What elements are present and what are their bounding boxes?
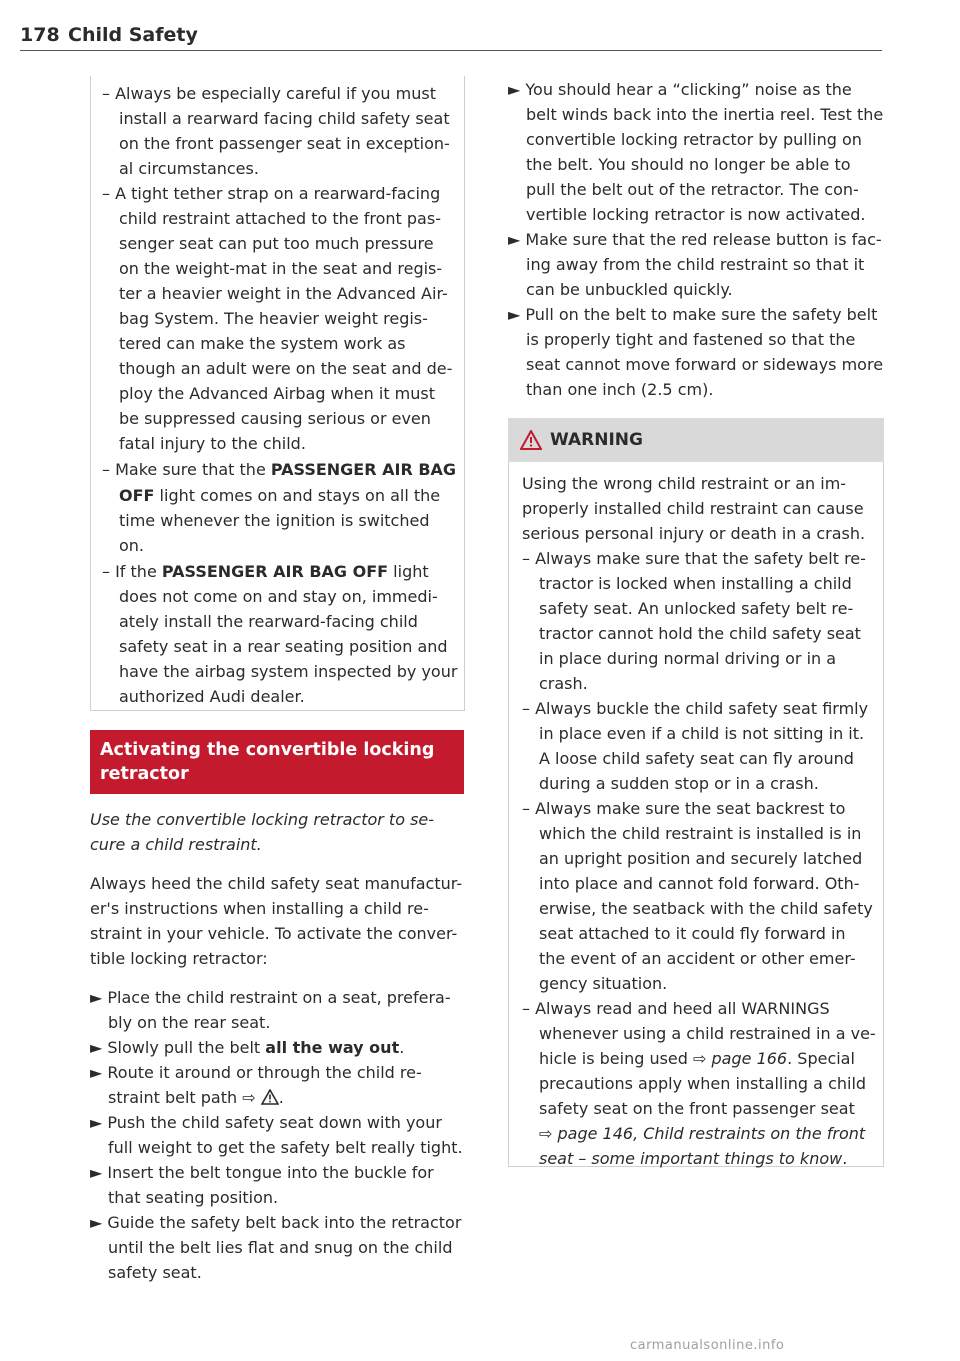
note-line: time whenever the ignition is switched (119, 511, 430, 530)
step-line: than one inch (2.5 cm). (526, 380, 714, 399)
warning-header (508, 418, 884, 462)
step-line: ► Push the child safety seat down with your (90, 1113, 442, 1132)
step-line: ► You should hear a “clicking” noise as the (508, 80, 852, 99)
note-line: ploy the Advanced Airbag when it must (119, 384, 436, 403)
warning-line: seat attached to it could fly forward in (539, 924, 846, 943)
note-line: on the front passenger seat in exception- (119, 134, 450, 153)
step-line: seat cannot move forward or sideways more (526, 355, 884, 374)
note-line: fatal injury to the child. (119, 434, 306, 453)
note-line: – Make sure that the PASSENGER AIR BAG (102, 460, 457, 479)
note-line: – Always be especially careful if you must (102, 84, 436, 103)
warning-line: Using the wrong child restraint or an im- (522, 474, 847, 493)
warning-line: serious personal injury or death in a crash. (522, 524, 866, 543)
step-line: ► Route it around or through the child re- (90, 1063, 422, 1082)
step-line: is properly tight and fastened so that the (526, 330, 856, 349)
section-heading-line: Activating the convertible locking (100, 740, 435, 760)
warning-triangle-icon (261, 1089, 279, 1105)
step-line: safety seat. (108, 1263, 202, 1282)
warning-line: tractor is locked when installing a child (539, 574, 852, 593)
warning-line: whenever using a child restrained in a ve- (539, 1024, 876, 1043)
step-line: belt winds back into the inertia reel. Test the (526, 105, 884, 124)
warning-line: crash. (539, 674, 588, 693)
step-line: ► Guide the safety belt back into the retractor (90, 1213, 462, 1232)
body-line: er's instructions when installing a child re- (90, 899, 429, 918)
note-line: have the airbag system inspected by your (119, 662, 458, 681)
warning-line: hicle is being used ⇨ page 166. Special (539, 1049, 855, 1068)
warning-line: – Always make sure that the safety belt re- (522, 549, 866, 568)
page-number: 178 (20, 24, 60, 46)
warning-line: erwise, the seatback with the child safety (539, 899, 873, 918)
note-line: – A tight tether strap on a rearward-facing (102, 184, 441, 203)
section-intro: Use the convertible locking retractor to se- (90, 810, 435, 829)
warning-line: the event of an accident or other emer- (539, 949, 856, 968)
step-line: that seating position. (108, 1188, 279, 1207)
note-line: though an adult were on the seat and de- (119, 359, 453, 378)
chapter-title: Child Safety (68, 24, 198, 46)
step-line: ► Insert the belt tongue into the buckle for (90, 1163, 434, 1182)
note-line: OFF light comes on and stays on all the (119, 486, 441, 505)
body-line: tible locking retractor: (90, 949, 268, 968)
warning-line: seat – some important things to know. (539, 1149, 848, 1168)
warning-line: A loose child safety seat can fly around (539, 749, 854, 768)
step-line: ing away from the child restraint so that it (526, 255, 865, 274)
section-intro: cure a child restraint. (90, 835, 262, 854)
page-header (20, 24, 882, 51)
section-heading-line: retractor (100, 764, 189, 784)
step-line: vertible locking retractor is now activated. (526, 205, 866, 224)
warning-line: which the child restraint is installed is in (539, 824, 862, 843)
step-line: straint belt path ⇨ . (108, 1088, 284, 1107)
note-line: bag System. The heavier weight regis- (119, 309, 428, 328)
note-line: safety seat in a rear seating position and (119, 637, 448, 656)
step-line: ► Place the child restraint on a seat, prefera- (90, 988, 451, 1007)
step-line: ► Make sure that the red release button is fac- (508, 230, 882, 249)
step-line: bly on the rear seat. (108, 1013, 271, 1032)
warning-line: gency situation. (539, 974, 668, 993)
warning-line: during a sudden stop or in a crash. (539, 774, 819, 793)
warning-line: in place during normal driving or in a (539, 649, 837, 668)
step-line: the belt. You should no longer be able to (526, 155, 851, 174)
page-reference-link[interactable]: ⇨ page 146, Child restraints on the front (539, 1124, 866, 1143)
warning-line: tractor cannot hold the child safety seat (539, 624, 861, 643)
warning-line: in place even if a child is not sitting in it. (539, 724, 865, 743)
note-line: child restraint attached to the front pas- (119, 209, 441, 228)
note-line: does not come on and stay on, immedi- (119, 587, 438, 606)
note-line: on the weight-mat in the seat and regis- (119, 259, 443, 278)
page-reference-link[interactable]: page 166 (711, 1049, 788, 1068)
watermark: carmanualsonline.info (630, 1338, 785, 1353)
step-line: pull the belt out of the retractor. The con- (526, 180, 859, 199)
step-line: ► Pull on the belt to make sure the safety belt (508, 305, 878, 324)
warning-title: WARNING (550, 430, 643, 450)
warning-line: properly installed child restraint can cause (522, 499, 864, 518)
warning-line: – Always make sure the seat backrest to (522, 799, 846, 818)
note-line: authorized Audi dealer. (119, 687, 305, 706)
warning-triangle-icon (520, 430, 542, 450)
note-line: senger seat can put too much pressure (119, 234, 434, 253)
warning-line: – Always read and heed all WARNINGS (522, 999, 830, 1018)
note-line: on. (119, 536, 145, 555)
section-heading (90, 730, 464, 794)
note-line: tered can make the system work as (119, 334, 406, 353)
warning-line: safety seat. An unlocked safety belt re- (539, 599, 854, 618)
body-line: straint in your vehicle. To activate the conver- (90, 924, 458, 943)
note-line: – If the PASSENGER AIR BAG OFF light (102, 562, 429, 581)
note-line: be suppressed causing serious or even (119, 409, 431, 428)
warning-line: – Always buckle the child safety seat firmly (522, 699, 869, 718)
note-line: ter a heavier weight in the Advanced Air- (119, 284, 448, 303)
step-line: full weight to get the safety belt really tight. (108, 1138, 463, 1157)
note-line: install a rearward facing child safety seat (119, 109, 450, 128)
step-line: until the belt lies flat and snug on the child (108, 1238, 453, 1257)
warning-line: precautions apply when installing a child (539, 1074, 867, 1093)
step-line: can be unbuckled quickly. (526, 280, 733, 299)
step-line: ► Slowly pull the belt all the way out. (90, 1038, 405, 1057)
step-line: convertible locking retractor by pulling on (526, 130, 862, 149)
warning-line: into place and cannot fold forward. Oth- (539, 874, 860, 893)
note-line: ately install the rearward-facing child (119, 612, 418, 631)
warning-line: safety seat on the front passenger seat (539, 1099, 855, 1118)
note-line: al circumstances. (119, 159, 259, 178)
warning-line: an upright position and securely latched (539, 849, 863, 868)
body-line: Always heed the child safety seat manufactur- (90, 874, 463, 893)
